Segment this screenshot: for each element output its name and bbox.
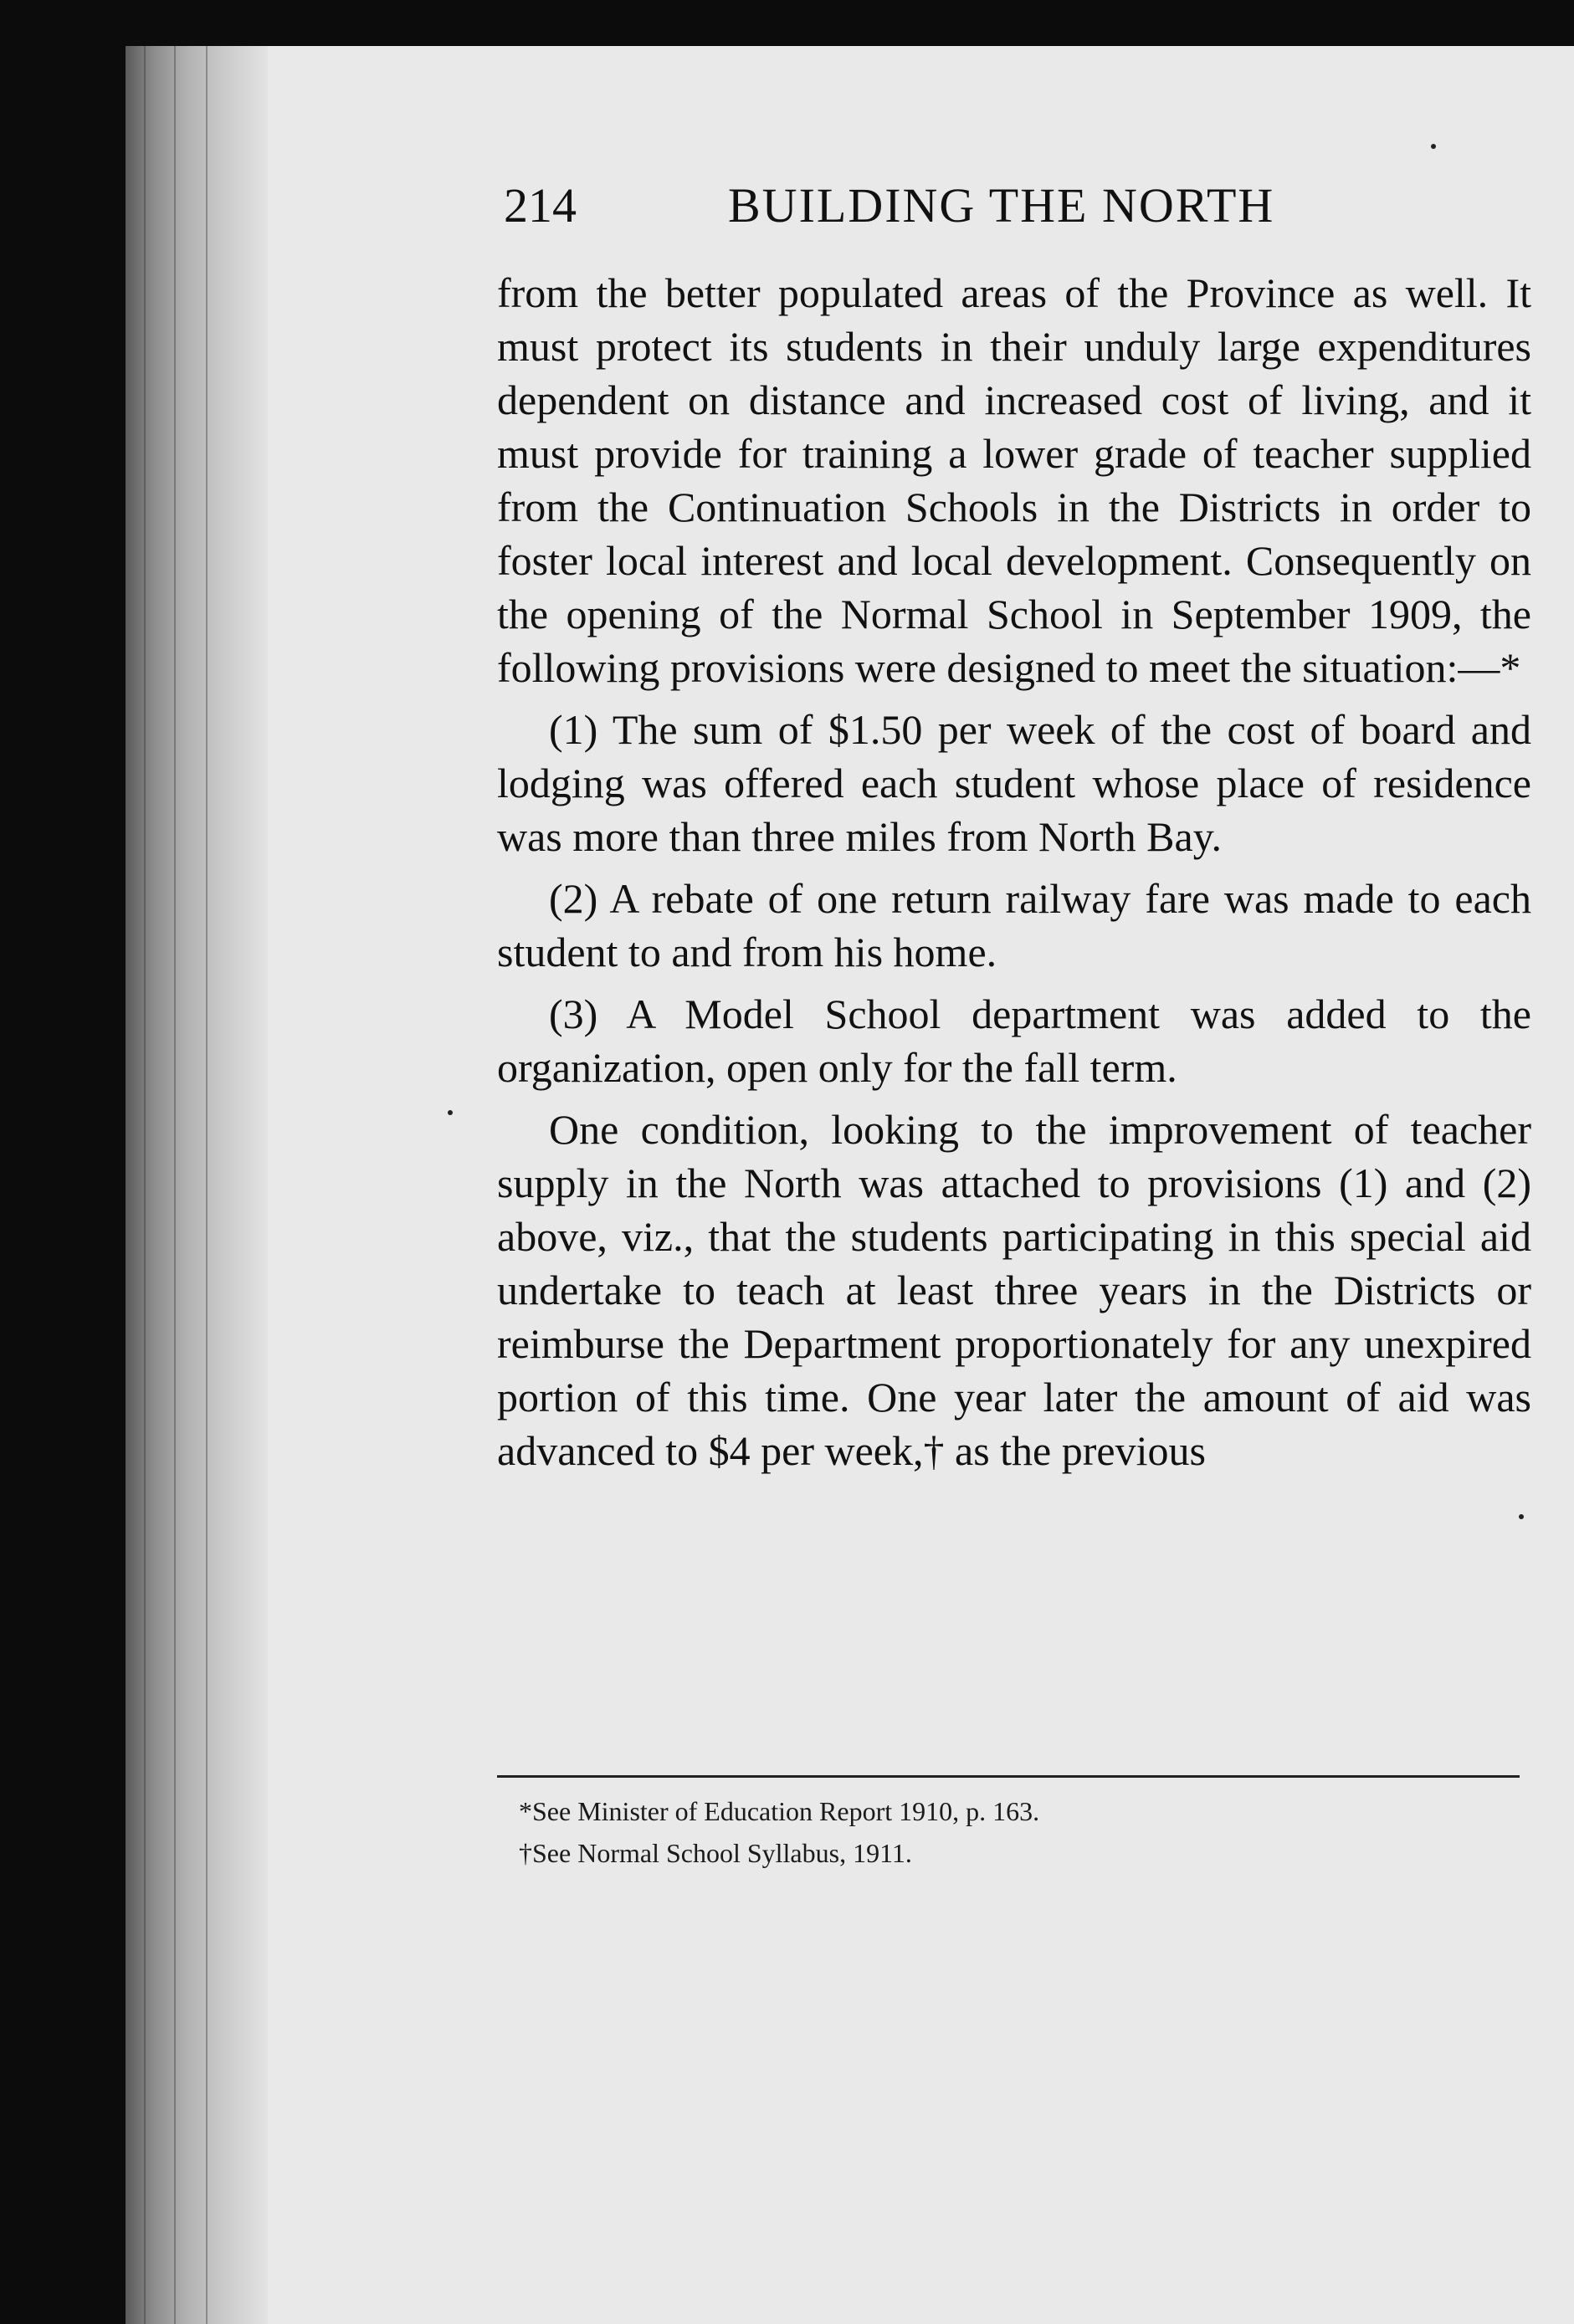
footnotes	[519, 1790, 1515, 1874]
running-title: BUILDING THE NORTH	[728, 178, 1275, 233]
spine-edge-line	[206, 46, 208, 2324]
scan-speck	[1519, 1514, 1524, 1519]
paragraph: One condition, looking to the improvement of teacher supply in the North was attached to provisions (1) and (2) above, viz., that the students participating in this special aid undertake to teach at least three years in the Districts or reimburse the Department proportionately for any unexpired portion of this time. One year later the amount of aid was advanced to $4 per week,† as the previous	[497, 1106, 1531, 1474]
book-spine-shadow	[126, 46, 268, 2324]
page-header	[504, 174, 1409, 238]
footnote: *See Minister of Education Report 1910, p. 163.	[519, 1796, 1040, 1826]
paragraph-provision-3: (3) A Model School department was added to the organization, open only for the fall term.	[497, 991, 1531, 1091]
spine-edge-line	[144, 46, 146, 2324]
spine-edge-line	[174, 46, 176, 2324]
paragraph-provision-2: (2) A rebate of one return railway fare was made to each student to and from his home.	[497, 875, 1531, 975]
page-number: 214	[504, 178, 577, 233]
footnote-divider	[497, 1775, 1520, 1778]
scan-speck	[448, 1110, 453, 1115]
footnote: †See Normal School Syllabus, 1911.	[519, 1838, 912, 1868]
paragraph-provision-1: (1) The sum of $1.50 per week of the cost of board and lodging was offered each student whose place of residence was more than three miles from North Bay.	[497, 706, 1531, 860]
paragraph: from the better populated areas of the Province as well. It must protect its students in their unduly large expenditures dependent on distance and increased cost of living, and it must provide for training a lower grade of teacher supplied from the Continuation Schools in the Districts in order to foster local interest and local development. Consequently on the opening of the Normal School in September 1909, the following provisions were designed to meet the situation:—*	[497, 269, 1531, 691]
scan-speck	[1431, 144, 1436, 149]
body-text	[497, 266, 1531, 1486]
